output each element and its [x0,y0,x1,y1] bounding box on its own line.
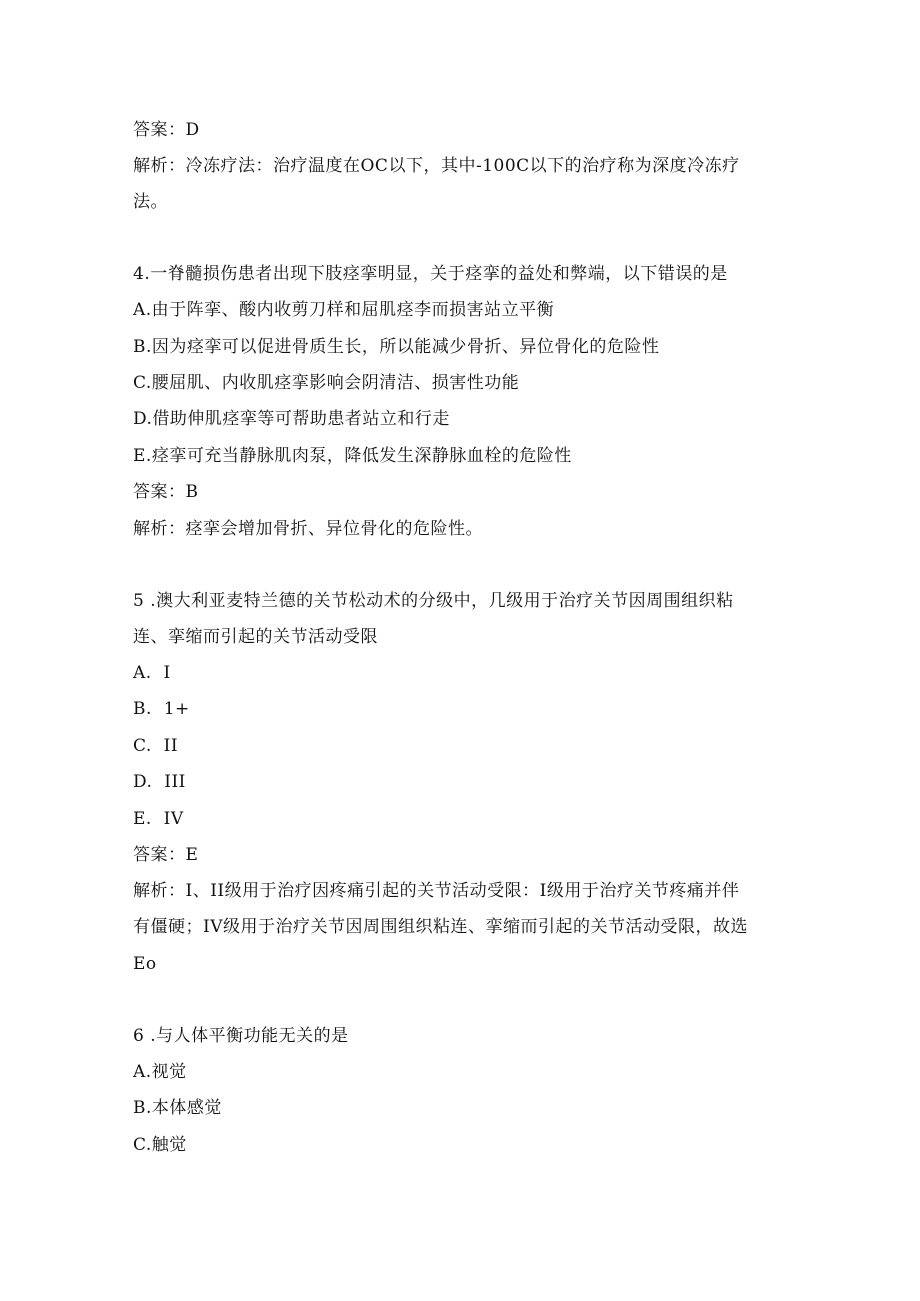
q5-option-a: A. I [133,663,171,683]
q4-option-c: C.腰屈肌、内收肌痉挛影响会阴清洁、损害性功能 [133,373,520,393]
q5-analysis-line2: 有僵硬；IV级用于治疗关节因周围组织粘连、挛缩而引起的关节活动受限，故选 [133,917,748,937]
q3-analysis-line1: 解析：冷冻疗法：治疗温度在OC以下，其中-100C以下的治疗称为深度冷冻疗 [133,156,740,176]
q3-answer: 答案：D [133,120,200,140]
q4-answer: 答案：B [133,482,199,502]
q6-question: 6 .与人体平衡功能无关的是 [133,1026,349,1046]
q5-analysis-line1: 解析：I、II级用于治疗因疼痛引起的关节活动受限：I级用于治疗关节疼痛并伴 [133,881,740,901]
q5-option-b: B. 1+ [133,699,190,719]
q5-answer: 答案：E [133,845,199,865]
q5-question-line1: 5 .澳大利亚麦特兰德的关节松动术的分级中，几级用于治疗关节因周围组织粘 [133,591,734,611]
q4-option-e: E.痉挛可充当静脉肌肉泵，降低发生深静脉血栓的危险性 [133,446,572,466]
q5-option-d: D. III [133,772,186,792]
q6-option-b: B.本体感觉 [133,1098,222,1118]
q5-option-e: E. IV [133,809,184,829]
q5-analysis-line3: Eo [133,954,157,974]
q6-option-a: A.视觉 [133,1062,187,1082]
q3-analysis-line2: 法。 [133,192,168,212]
q5-option-c: C. II [133,736,179,756]
q4-analysis: 解析：痉挛会增加骨折、异位骨化的危险性。 [133,519,483,539]
q6-option-c: C.触觉 [133,1135,187,1155]
q5-question-line2: 连、挛缩而引起的关节活动受限 [133,627,378,647]
q4-option-b: B.因为痉挛可以促进骨质生长，所以能减少骨折、异位骨化的危险性 [133,337,660,357]
q4-question: 4.一脊髓损伤患者出现下肢痉挛明显，关于痉挛的益处和弊端，以下错误的是 [133,264,728,284]
q4-option-d: D.借助伸肌痉挛等可帮助患者站立和行走 [133,409,450,429]
q4-option-a: A.由于阵挛、酸内收剪刀样和屈肌痉李而损害站立平衡 [133,300,555,320]
